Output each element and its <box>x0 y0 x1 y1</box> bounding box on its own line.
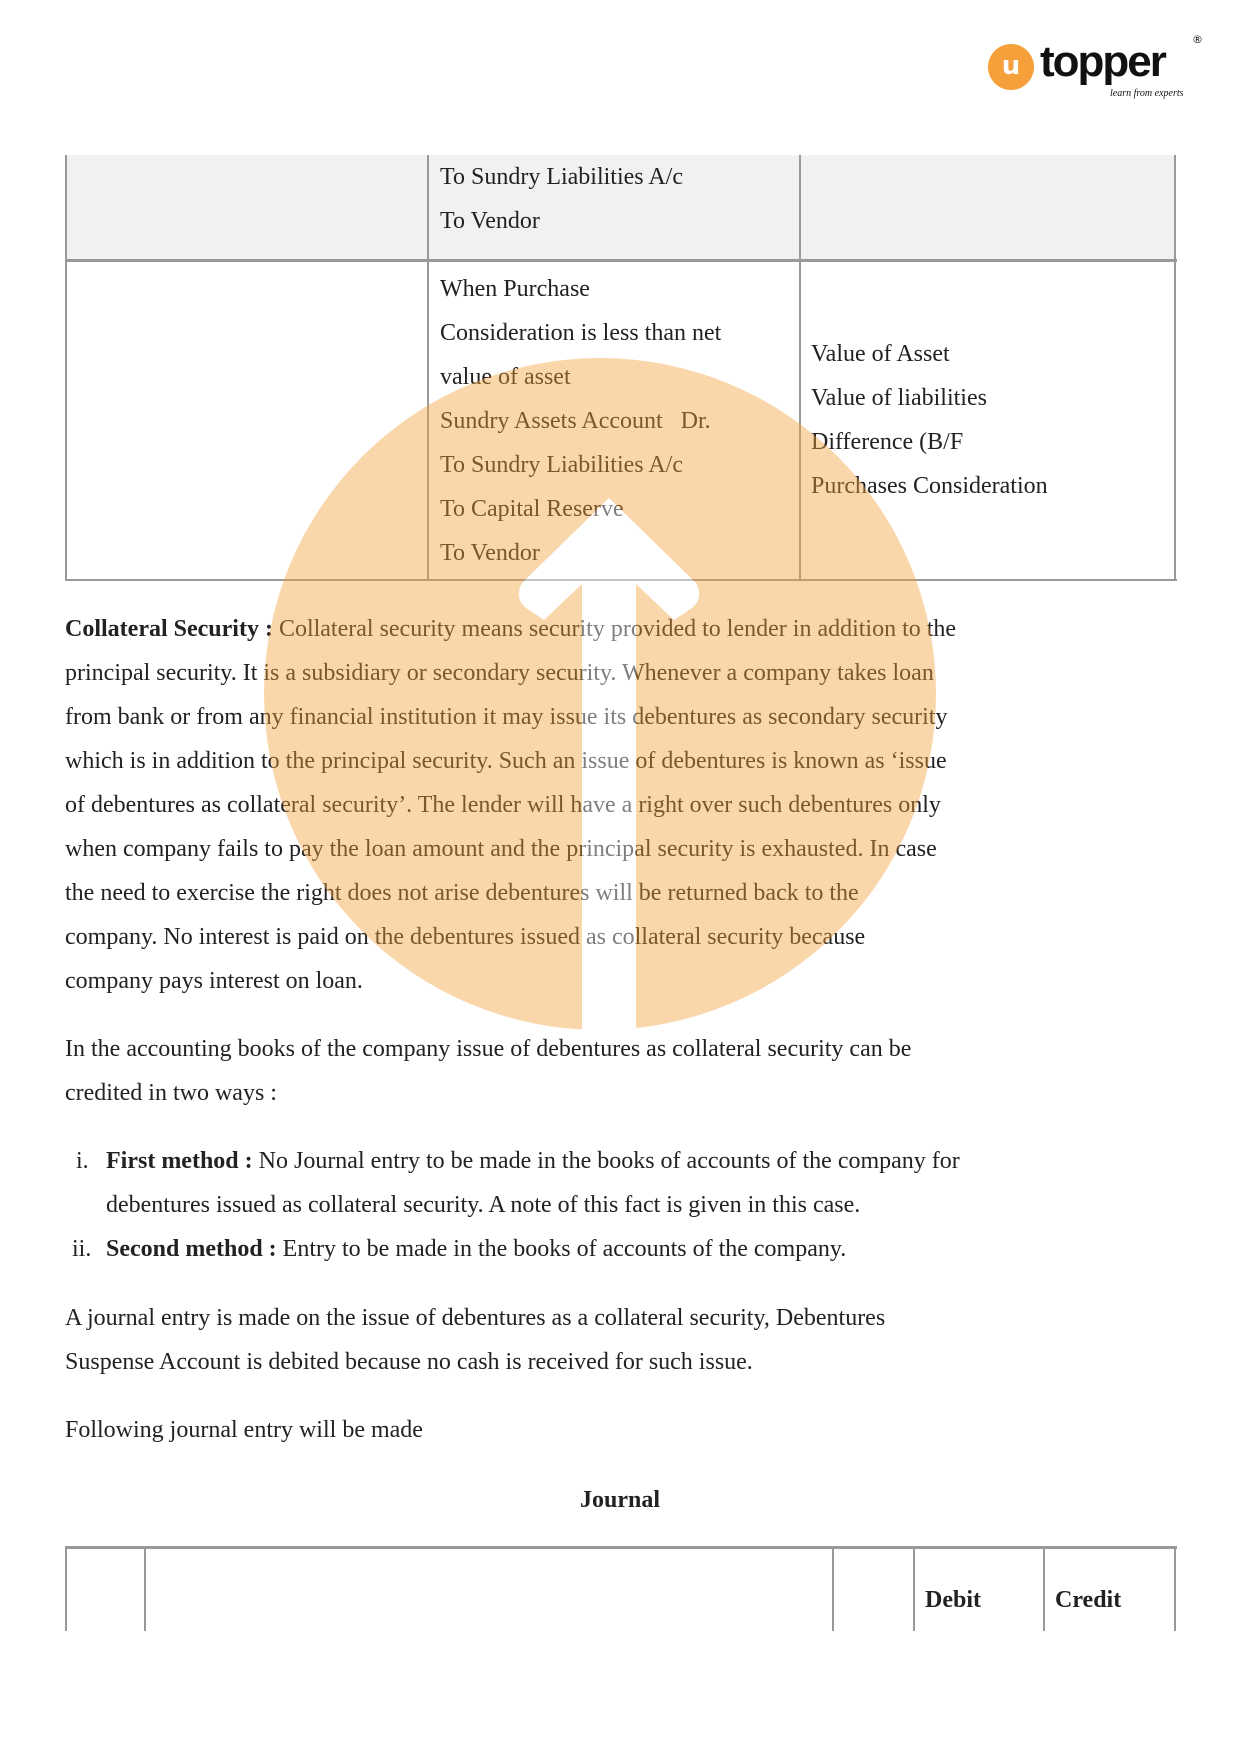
col-border <box>1043 1546 1045 1631</box>
paragraph-line: Following journal entry will be made <box>65 1417 423 1443</box>
row-divider <box>65 259 1177 262</box>
paragraph-line: In the accounting books of the company issue of debentures as collateral security can be <box>65 1036 912 1062</box>
logo-tagline: learn from experts <box>1110 88 1184 99</box>
method-title: First method : <box>106 1148 253 1174</box>
col-border <box>1174 1546 1176 1631</box>
list-item-continuation: debentures issued as collateral security. A note of this fact is given in this case. <box>106 1192 861 1218</box>
col-border <box>65 155 67 581</box>
list-item <box>106 1234 846 1264</box>
col-border <box>65 1546 67 1631</box>
cell-text: When Purchase <box>440 276 590 302</box>
col-border <box>144 1546 146 1631</box>
col-border <box>913 1546 915 1631</box>
cell-text: Sundry Assets Account Dr. <box>440 408 711 434</box>
paragraph-line: of debentures as collateral security’. The lender will have a right over such debentures only <box>65 792 941 818</box>
logo-name: topper <box>1040 37 1165 86</box>
cell-text: Difference (B/F <box>811 429 964 455</box>
paragraph-line: when company fails to pay the loan amount and the principal security is exhausted. In case <box>65 836 937 862</box>
paragraph-line: company. No interest is paid on the debentures issued as collateral security because <box>65 924 866 950</box>
col-border <box>799 155 801 581</box>
paragraph-line: the need to exercise the right does not arise debentures will be returned back to the <box>65 880 859 906</box>
list-item <box>106 1146 960 1176</box>
paragraph-line: Suspense Account is debited because no cash is received for such issue. <box>65 1349 753 1375</box>
cell-text: To Sundry Liabilities A/c <box>440 452 683 478</box>
journal-title: Journal <box>579 1487 660 1513</box>
cell-text: Purchases Consideration <box>811 473 1048 499</box>
line-text: Collateral security means security provided to lender in addition to the <box>272 616 957 642</box>
cell-text: To Sundry Liabilities A/c <box>440 164 683 190</box>
cell-text: value of asset <box>440 364 571 390</box>
table-top-border <box>65 1546 1177 1549</box>
debit-header: Debit <box>925 1587 981 1613</box>
col-border <box>1174 155 1176 581</box>
paragraph-line <box>65 614 956 644</box>
line-text: No Journal entry to be made in the books of accounts of the company for <box>252 1148 960 1174</box>
credit-header: Credit <box>1055 1587 1122 1613</box>
line-text: Entry to be made in the books of accounts of the company. <box>276 1236 847 1262</box>
term-heading: Collateral Security : <box>65 616 273 642</box>
logo-mark-icon: u <box>988 44 1034 90</box>
list-number: ii. <box>72 1236 92 1262</box>
paragraph-line: company pays interest on loan. <box>65 968 363 994</box>
paragraph-line: principal security. It is a subsidiary or secondary security. Whenever a company takes loan <box>65 660 934 686</box>
method-title: Second method : <box>106 1236 277 1262</box>
cell-text: Value of liabilities <box>811 385 987 411</box>
cell-text: To Vendor <box>440 208 540 234</box>
paragraph-line: credited in two ways : <box>65 1080 277 1106</box>
col-border <box>427 155 429 581</box>
cell-text: Consideration is less than net <box>440 320 722 346</box>
cell-text: Value of Asset <box>811 341 950 367</box>
cell-text: To Capital Reserve <box>440 496 624 522</box>
list-number: i. <box>76 1148 89 1174</box>
logo-registered: ® <box>1192 33 1203 46</box>
paragraph-line: which is in addition to the principal security. Such an issue of debentures is known as ‘issue <box>65 748 947 774</box>
paragraph-line: A journal entry is made on the issue of debentures as a collateral security, Debentures <box>65 1305 886 1331</box>
col-border <box>832 1546 834 1631</box>
cell-text: To Vendor <box>440 540 540 566</box>
table-bottom-border <box>65 579 1177 581</box>
paragraph-line: from bank or from any financial institution it may issue its debentures as secondary security <box>65 704 948 730</box>
